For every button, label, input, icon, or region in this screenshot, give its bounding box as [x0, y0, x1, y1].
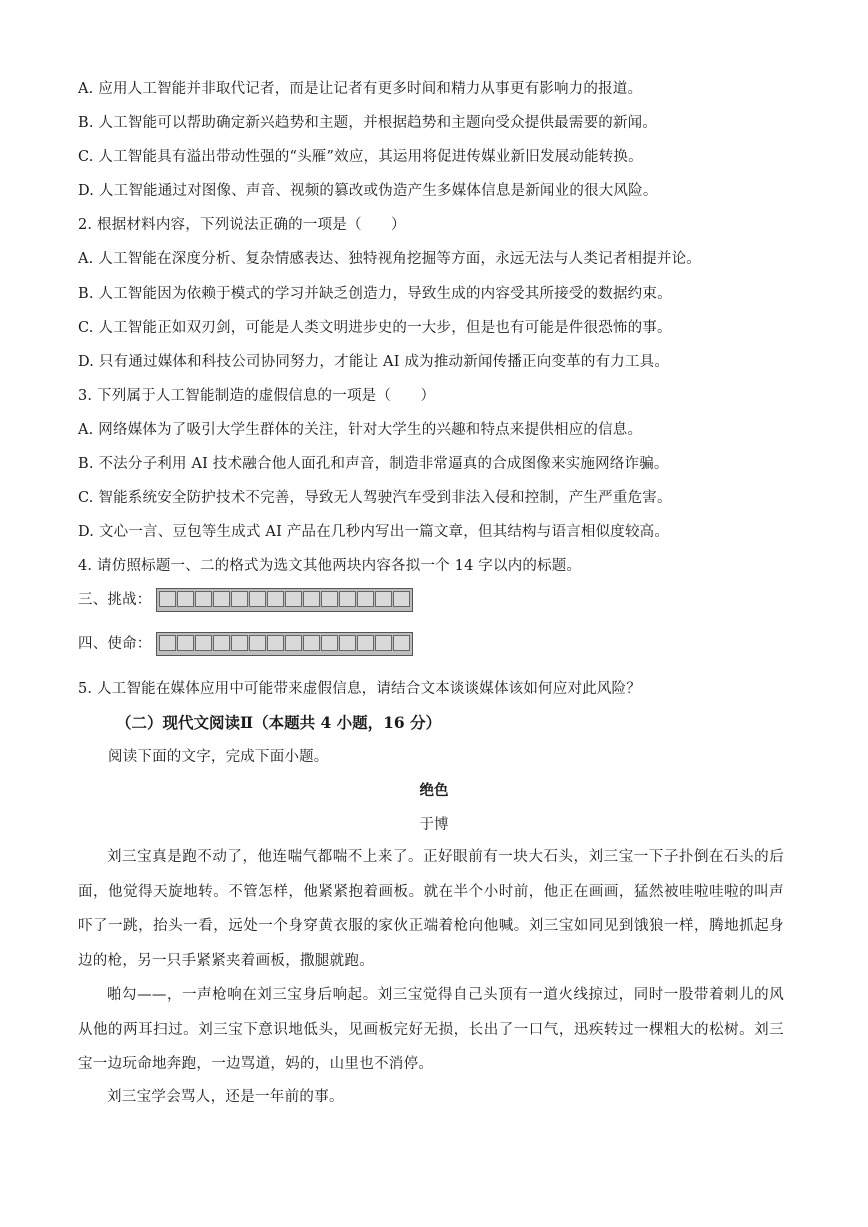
answer-cell[interactable]	[267, 635, 284, 651]
section-heading: （二）现代文阅读Ⅱ（本题共 4 小题，16 分）	[116, 713, 442, 732]
answer-cell[interactable]	[321, 591, 338, 607]
q3-option-a: A. 网络媒体为了吸引大学生群体的关注，针对大学生的兴趣和特点来提供相应的信息。	[78, 422, 643, 438]
answer-cell[interactable]	[177, 635, 194, 651]
answer-cell[interactable]	[339, 591, 356, 607]
q2-option-d: D. 只有通过媒体和科技公司协同努力，才能让 AI 成为推动新闻传播正向变革的有力工具。	[78, 354, 670, 370]
q4-blank-4-label: 四、使命：	[78, 636, 152, 652]
reading-instruction: 阅读下面的文字，完成下面小题。	[108, 749, 329, 765]
answer-cell[interactable]	[231, 635, 248, 651]
answer-cell[interactable]	[357, 635, 374, 651]
answer-cell[interactable]	[195, 591, 212, 607]
answer-cell[interactable]	[375, 635, 392, 651]
q4-stem: 4. 请仿照标题一、二的格式为选文其他两块内容各拟一个 14 字以内的标题。	[78, 558, 582, 574]
q2-option-c: C. 人工智能正如双刃剑，可能是人类文明进步史的一大步，但是也有可能是件很恐怖的事。	[78, 320, 672, 336]
story-paragraph: 啪勾——，一声枪响在刘三宝身后响起。刘三宝觉得自己头顶有一道火线掠过，同时一股带着刺儿的风从他的两耳扫过。刘三宝下意识地低头，见画板完好无损，长出了一口气，迅疾转过一棵粗大的松树。刘三宝一边玩命地奔跑，一边骂道，妈的，山里也不消停。	[78, 987, 784, 1072]
answer-cell[interactable]	[249, 591, 266, 607]
answer-cell[interactable]	[231, 591, 248, 607]
q4-blank-4-row	[78, 632, 413, 656]
answer-cell[interactable]	[285, 635, 302, 651]
answer-cell[interactable]	[357, 591, 374, 607]
story-author: 于博	[419, 817, 449, 833]
answer-cell[interactable]	[303, 591, 320, 607]
q3-option-d: D. 文心一言、豆包等生成式 AI 产品在几秒内写出一篇文章，但其结构与语言相似度较高。	[78, 524, 670, 540]
q3-option-b: B. 不法分子利用 AI 技术融合他人面孔和声音，制造非常逼真的合成图像来实施网络诈骗。	[78, 456, 669, 472]
answer-cell[interactable]	[195, 635, 212, 651]
q1-option-b: B. 人工智能可以帮助确定新兴趋势和主题，并根据趋势和主题向受众提供最需要的新闻。	[78, 115, 658, 131]
story-paragraph: 刘三宝学会骂人，还是一年前的事。	[107, 1089, 344, 1105]
q1-option-a: A. 应用人工智能并非取代记者，而是让记者有更多时间和精力从事更有影响力的报道。	[78, 81, 643, 97]
answer-cell[interactable]	[177, 591, 194, 607]
q4-blank-3-row	[78, 588, 413, 612]
q1-option-d: D. 人工智能通过对图像、声音、视频的篡改或伪造产生多媒体信息是新闻业的很大风险。	[78, 183, 658, 199]
answer-cell[interactable]	[393, 635, 410, 651]
story-title: 绝色	[419, 782, 449, 799]
answer-cell[interactable]	[213, 591, 230, 607]
answer-cell[interactable]	[285, 591, 302, 607]
answer-cell[interactable]	[321, 635, 338, 651]
answer-cell[interactable]	[339, 635, 356, 651]
q4-blank-3-label: 三、挑战：	[78, 592, 152, 608]
answer-grid-3[interactable]	[156, 588, 413, 612]
answer-cell[interactable]	[393, 591, 410, 607]
q3-option-c: C. 智能系统安全防护技术不完善，导致无人驾驶汽车受到非法入侵和控制，产生严重危害。	[78, 490, 672, 506]
q5-stem: 5. 人工智能在媒体应用中可能带来虚假信息，请结合文本谈谈媒体该如何应对此风险？	[78, 681, 641, 697]
story-paragraph: 刘三宝真是跑不动了，他连喘气都喘不上来了。正好眼前有一块大石头，刘三宝一下子扑倒在石头的后面，他觉得天旋地转。不管怎样，他紧紧抱着画板。就在半个小时前，他正在画画，猛然被哇啦哇啦的叫声吓了一跳，抬头一看，远处一个身穿黄衣服的家伙正端着枪向他喊。刘三宝如同见到饿狼一样，腾地抓起身边的枪，另一只手紧紧夹着画板，撒腿就跑。	[78, 849, 784, 969]
answer-cell[interactable]	[267, 591, 284, 607]
q2-option-b: B. 人工智能因为依赖于模式的学习并缺乏创造力，导致生成的内容受其所接受的数据约束。	[78, 286, 672, 302]
answer-cell[interactable]	[375, 591, 392, 607]
q2-option-a: A. 人工智能在深度分析、复杂情感表达、独特视角挖掘等方面，永远无法与人类记者相提并论。	[78, 251, 701, 267]
answer-cell[interactable]	[159, 635, 176, 651]
answer-cell[interactable]	[159, 591, 176, 607]
answer-grid-4[interactable]	[156, 632, 413, 656]
answer-cell[interactable]	[249, 635, 266, 651]
answer-cell[interactable]	[303, 635, 320, 651]
q1-option-c: C. 人工智能具有溢出带动性强的“头雁”效应，其运用将促进传媒业新旧发展动能转换。	[78, 149, 643, 165]
answer-cell[interactable]	[213, 635, 230, 651]
q2-stem: 2. 根据材料内容，下列说法正确的一项是（ ）	[78, 217, 406, 233]
q3-stem: 3. 下列属于人工智能制造的虚假信息的一项是（ ）	[78, 388, 436, 404]
